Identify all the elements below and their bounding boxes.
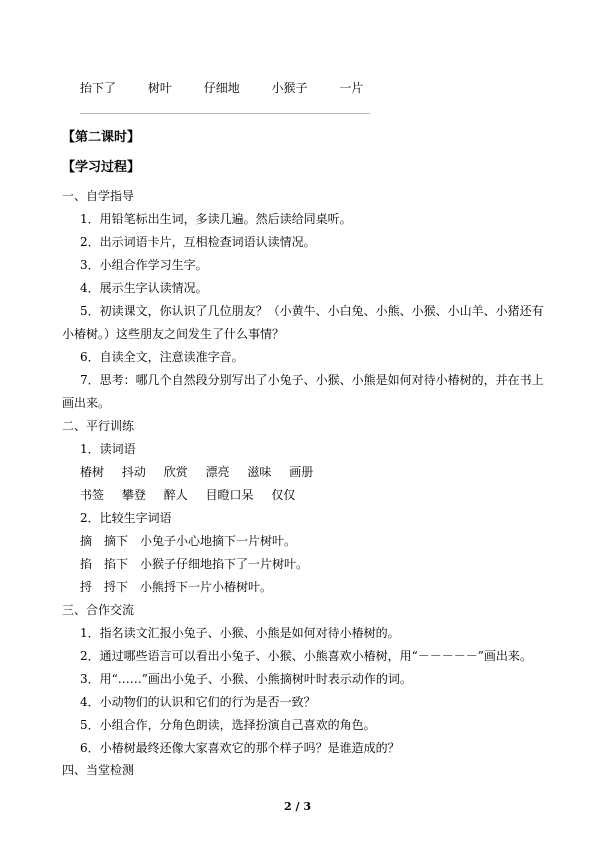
list-item: 1．读词语 [80, 442, 136, 456]
vocab-word: 仅仅 [271, 488, 296, 502]
top-word: 树叶 [147, 81, 172, 95]
top-word-list [80, 80, 391, 96]
vocab-word: 滋味 [247, 465, 272, 479]
top-word: 一片 [339, 81, 364, 95]
word-row [80, 464, 327, 480]
list-item: 2．通过哪些语言可以看出小兔子、小猴、小熊喜欢小椿树，用“－－－－－”画出来。 [80, 649, 532, 663]
vocab-word: 椿树 [80, 465, 105, 479]
list-item: 3．用“……”画出小兔子、小猴、小熊摘树叶时表示动作的词。 [80, 672, 412, 686]
list-item: 1．用铅笔标出生词，多读几遍。然后读给同桌听。 [80, 212, 352, 226]
vocab-word: 攀登 [121, 488, 146, 502]
compare-row: 掐 掐下 小猴子仔细地掐下了一片树叶。 [80, 557, 309, 571]
vocab-word: 书签 [80, 488, 105, 502]
top-word: 抬下了 [80, 81, 117, 95]
lesson-heading: 【第二课时】 [62, 130, 141, 145]
list-item: 7．思考：哪几个自然段分别写出了小兔子、小猴、小熊是如何对待小椿树的，并在书上 [80, 373, 544, 387]
compare-row: 摘 摘下 小兔子小心地摘下一片树叶。 [80, 534, 297, 548]
section-title: 三、合作交流 [62, 603, 135, 617]
list-item: 6．自读全文，注意读准字音。 [80, 350, 244, 364]
page-number: 2 / 3 [284, 800, 311, 813]
top-word: 仔细地 [203, 81, 240, 95]
vocab-word: 目瞪口呆 [205, 488, 254, 502]
section-title: 一、自学指导 [62, 189, 135, 203]
section-title: 二、平行训练 [62, 419, 135, 433]
process-heading: 【学习过程】 [62, 160, 141, 175]
top-word: 小猴子 [271, 81, 308, 95]
section-title: 四、当堂检测 [62, 763, 135, 777]
list-item: 5．小组合作，分角色朗读，选择扮演自己喜欢的角色。 [80, 718, 376, 732]
vocab-word: 抖动 [121, 465, 146, 479]
vocab-word: 醉人 [163, 488, 188, 502]
list-item: 4．展示生字认读情况。 [80, 281, 208, 295]
list-item: 3．小组合作学习生字。 [80, 258, 208, 272]
list-item: 2．比较生字词语 [80, 511, 172, 525]
divider-line [80, 113, 370, 114]
vocab-word: 漂亮 [205, 465, 230, 479]
compare-row: 捋 捋下 小熊捋下一片小椿树叶。 [80, 580, 273, 594]
word-row [80, 487, 309, 503]
list-item: 4．小动物们的认识和它们的行为是否一致？ [80, 695, 316, 709]
list-item: 2．出示词语卡片，互相检查词语认读情况。 [80, 235, 316, 249]
list-item: 6．小椿树最终还像大家喜欢它的那个样子吗？是谁造成的？ [80, 741, 400, 755]
list-item: 5．初读课文，你认识了几位朋友？（小黄牛、小白兔、小熊、小猴、小山羊、小猪还有 [80, 304, 544, 318]
list-item: 1．指名读文汇报小兔子、小猴、小熊是如何对待小椿树的。 [80, 626, 400, 640]
vocab-word: 画册 [289, 465, 314, 479]
list-item-continuation: 画出来。 [62, 396, 111, 410]
vocab-word: 欣赏 [163, 465, 188, 479]
list-item-continuation: 小椿树。）这些朋友之间发生了什么事情？ [62, 327, 285, 341]
